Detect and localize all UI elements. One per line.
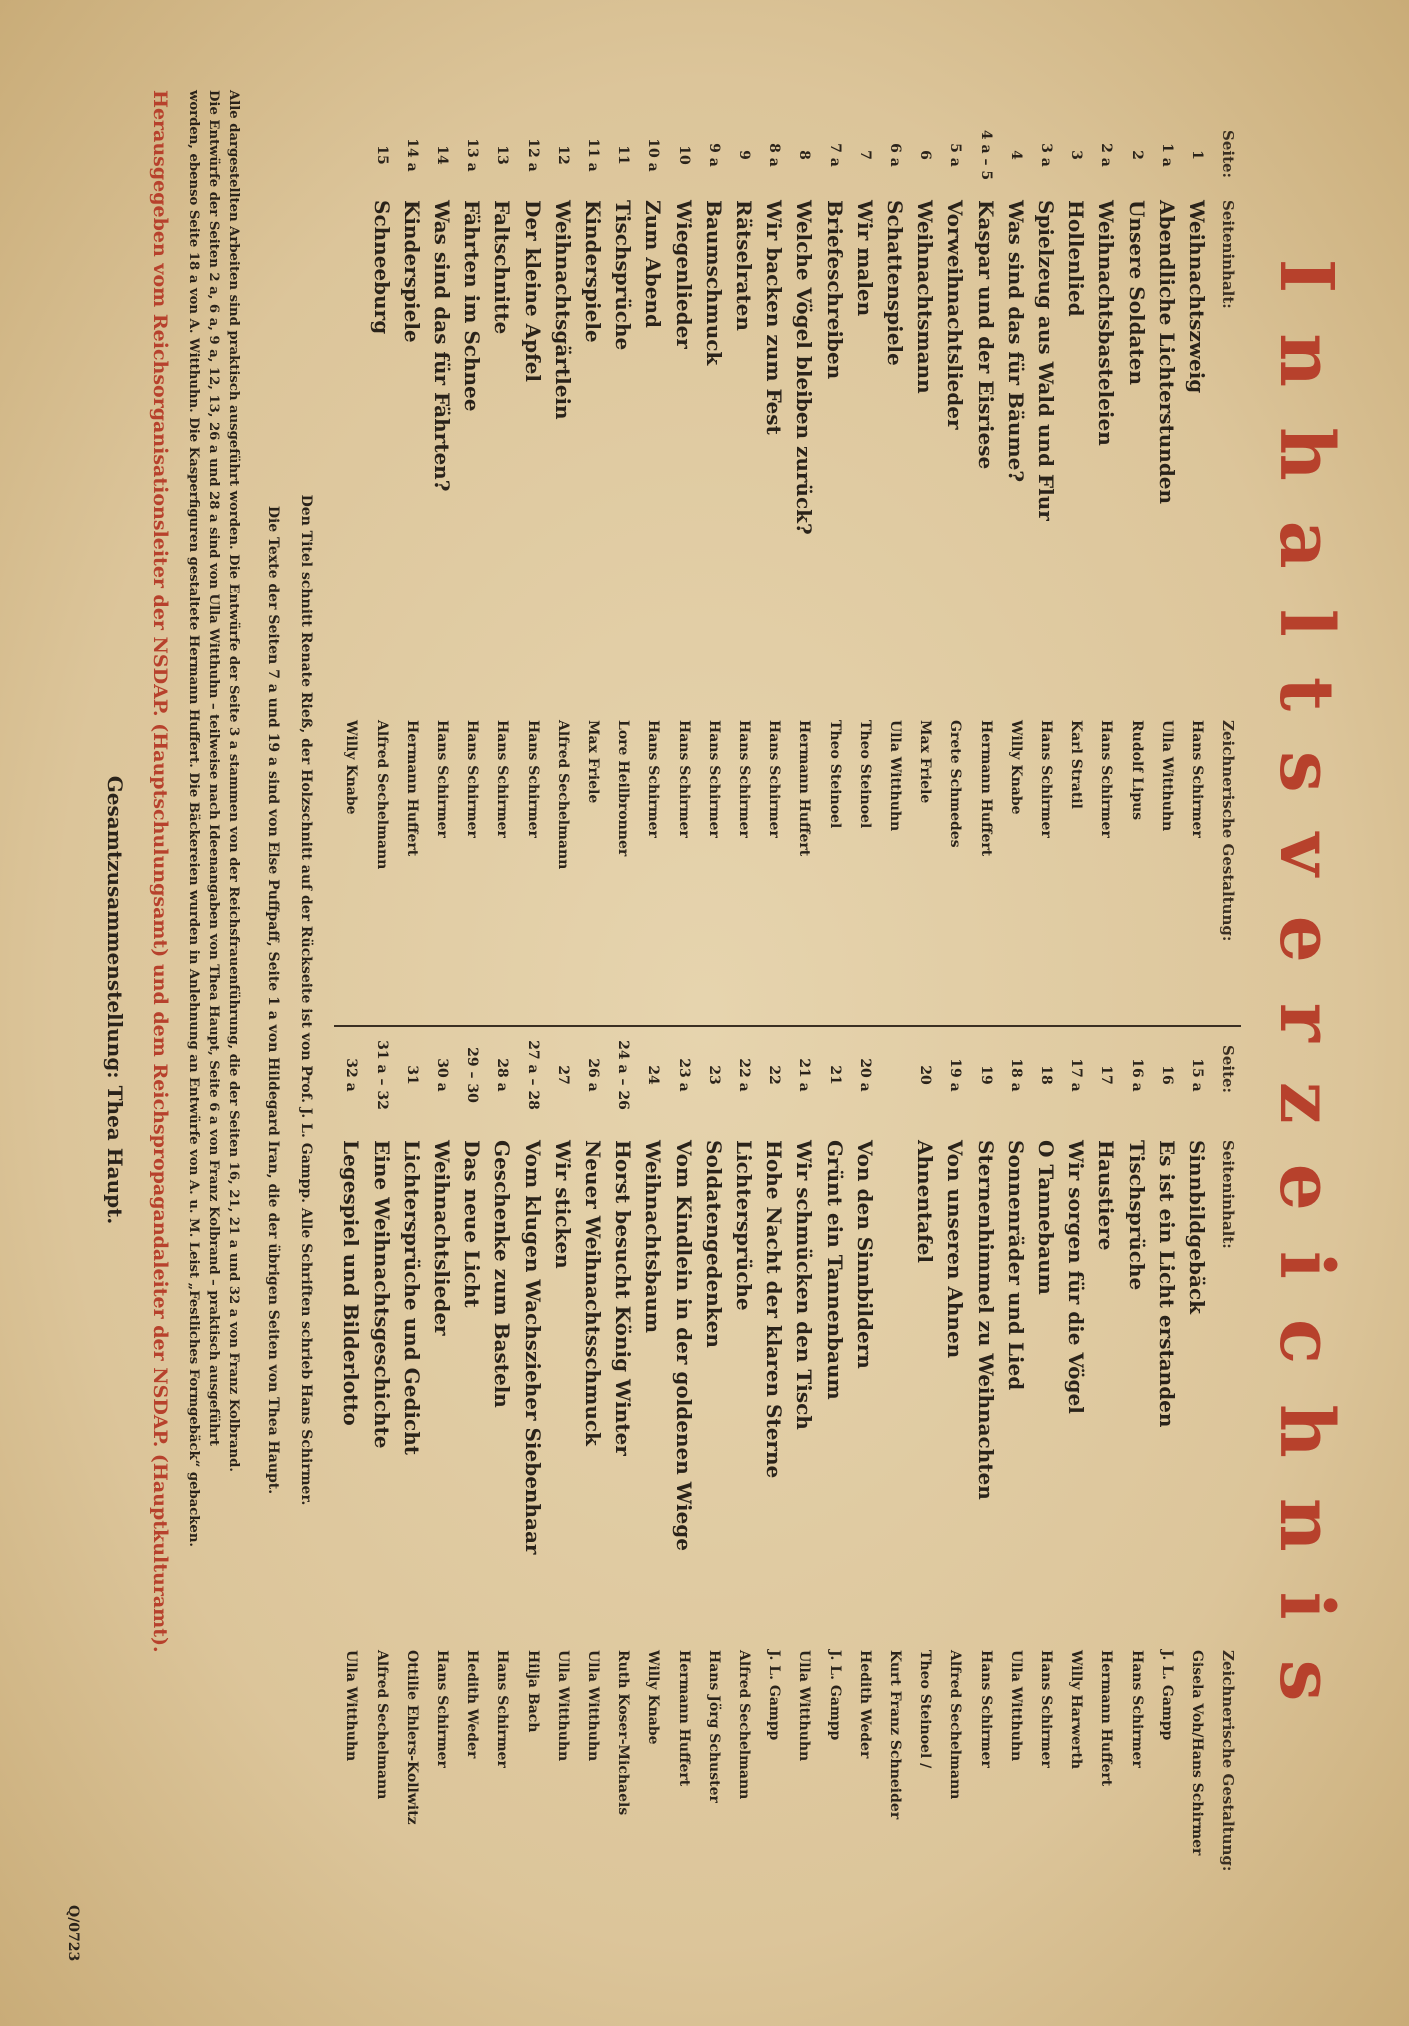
table-row-content: Das neue Licht — [460, 1140, 485, 1308]
table-row-artist: Hermann Huffert — [796, 720, 813, 857]
header-inhalt-left: Seiteninhalt: — [1219, 200, 1237, 309]
table-row-content: Weihnachtsmann — [913, 200, 938, 394]
table-row-page: 9 a — [705, 143, 722, 167]
credit-paragraph-2: Die Entwürfe der Seiten 2 a, 6 a, 9 a, 12, 13, 26 a und 28 a sind von Ulla Witthuhn – teilweise nach Ideenangaben von Thea Haupt, Seite 6 a von Franz Kolbrand – praktisch ausgeführt — [206, 90, 221, 1447]
table-row-artist: Hans Schirmer — [705, 720, 722, 838]
table-row-artist: Hans Schirmer — [464, 720, 481, 838]
table-row-content: Wir sorgen für die Vögel — [1064, 1140, 1089, 1414]
table-row-content: Wir schmücken den Tisch — [792, 1140, 817, 1430]
header-gestaltung-left: Zeichnerische Gestaltung: — [1219, 720, 1237, 942]
table-row-page: 13 — [494, 145, 511, 165]
table-row-content: Rätselraten — [732, 200, 756, 331]
table-row-content: Kinderspiele — [399, 200, 424, 343]
table-row-page: 3 a — [1038, 143, 1054, 167]
table-row-content: Hollenlied — [1064, 200, 1089, 317]
table-row-page: 32 a — [343, 1058, 360, 1092]
table-row-content: Vom klugen Wachszieher Siebenhaar — [520, 1140, 545, 1555]
table-row-page: 18 a — [1007, 1058, 1024, 1092]
table-row-page: 1 — [1189, 150, 1205, 160]
table-row-content: Sternenhimmel zu Weihnachten — [973, 1140, 998, 1500]
table-row-content: Fährten im Schnee — [460, 200, 485, 412]
table-row-artist: Hermann Huffert — [977, 720, 994, 857]
table-row-artist: Max Friele — [585, 720, 601, 804]
table-row-content: Was sind das für Bäume? — [1003, 200, 1028, 483]
table-row-artist: Ulla Witthuhn — [887, 720, 903, 832]
table-row-artist: Hans Schirmer — [434, 720, 450, 838]
table-row-artist: Alfred Sechelmann — [736, 1650, 752, 1800]
table-row-content: Vorweihnachtslieder — [943, 200, 968, 430]
table-row-artist: J. L. Gampp — [1158, 1650, 1175, 1741]
table-row-page: 7 a — [826, 143, 843, 167]
table-row-page: 2 a — [1098, 143, 1115, 167]
table-row-page: 21 — [826, 1065, 843, 1085]
table-row-artist: Willy Knabe — [645, 1650, 662, 1745]
table-row-page: 22 — [766, 1065, 783, 1085]
table-row-artist: Hans Schirmer — [736, 720, 752, 838]
table-row-artist: Ruth Koser-Michaels — [615, 1650, 632, 1816]
table-row-artist: Ulla Witthuhn — [554, 1650, 571, 1762]
table-row-artist: Ulla Witthuhn — [585, 1650, 601, 1762]
page-title: Inhaltsverzeichnis — [1263, 258, 1349, 1742]
table-row-artist: Lore Heilbronner — [615, 720, 632, 857]
table-row-page: 15 — [373, 145, 390, 165]
table-row-content: Weihnachtszweig — [1185, 200, 1209, 394]
table-row-content: Ahnentafel — [913, 1140, 938, 1263]
table-row-page: 4 a – 5 — [977, 129, 994, 181]
table-row-artist: Ulla Witthuhn — [796, 1650, 813, 1762]
table-row-content: Weihnachtsbasteleien — [1094, 200, 1119, 446]
header-seite-left: Seite: — [1219, 130, 1237, 179]
publisher-line: Herausgegeben vom Reichsorganisationsleiter der NSDAP. (Hauptschulungsamt) und dem Reichspropagandaleiter der NSDAP. (Hauptkulturamt). — [149, 90, 171, 1653]
table-row-page: 16 a — [1128, 1058, 1145, 1092]
table-row-page: 2 — [1128, 150, 1145, 160]
table-row-artist: Hans Schirmer — [1038, 1650, 1054, 1768]
table-row-content: Zum Abend — [641, 200, 666, 329]
table-row-content: Der kleine Apfel — [520, 200, 545, 383]
table-row-page: 12 a — [524, 138, 541, 172]
table-row-page: 24 a – 26 — [615, 1040, 632, 1110]
table-row-page: 30 a — [434, 1058, 450, 1092]
table-row-content: Haustiere — [1094, 1140, 1119, 1251]
table-row-artist: J. L. Gampp — [766, 1650, 783, 1741]
table-row-content: O Tannebaum — [1034, 1140, 1058, 1295]
table-row-artist: Hans Schirmer — [766, 720, 783, 838]
table-row-content: Schattenspiele — [883, 200, 907, 366]
table-row-page: 9 — [736, 150, 752, 160]
table-row-content: Tischsprüche — [1124, 1140, 1149, 1291]
table-row-content: Von den Sinnbildern — [852, 1140, 877, 1369]
table-row-content: Grünt ein Tannenbaum — [822, 1140, 847, 1400]
table-row-content: Tischsprüche — [611, 200, 636, 351]
table-row-page: 24 — [645, 1065, 662, 1085]
table-row-page: 10 — [675, 145, 692, 165]
header-gestaltung-right: Zeichnerische Gestaltung: — [1219, 1650, 1237, 1872]
table-row-content: Lichtersprüche und Gedicht — [399, 1140, 424, 1455]
table-row-page: 22 a — [736, 1058, 752, 1092]
table-row-page: 21 a — [796, 1058, 813, 1092]
table-row-page: 19 a — [947, 1058, 964, 1092]
table-row-artist: Willy Knabe — [343, 720, 360, 815]
table-row-artist: Hermann Huffert — [1098, 1650, 1115, 1787]
table-row-page: 17 a — [1068, 1058, 1085, 1092]
credit-paragraph-3: worden, ebenso Seite 18 a von A. Witthuhn. Die Kasperfiguren gestaltete Hermann Huffert. Die Bäckereien wurden in Anlehnung an Entwürfe von A. u. M. Leist „Festliches Formgebäck“ gebacken. — [186, 90, 201, 1547]
table-row-artist: Ulla Witthuhn — [1007, 1650, 1024, 1762]
table-row-artist: Willy Knabe — [1007, 720, 1024, 815]
table-row-content: Wiegenlieder — [671, 200, 696, 349]
table-row-content: Neuer Weihnachtsschmuck — [581, 1140, 605, 1446]
table-row-artist: Ottilie Ehlers-Kollwitz — [403, 1650, 420, 1825]
table-row-page: 11 — [615, 145, 632, 165]
table-row-content: Wir sticken — [550, 1140, 575, 1269]
table-row-content: Horst besucht König Winter — [611, 1140, 636, 1456]
table-row-artist: Hans Schirmer — [1189, 720, 1205, 838]
table-row-artist: Hedith Weder — [856, 1650, 873, 1759]
table-row-content: Kaspar und der Eisriese — [973, 200, 998, 470]
table-row-page: 14 — [434, 145, 450, 165]
table-row-page: 27 — [554, 1065, 571, 1085]
table-row-page: 8 a — [766, 143, 783, 167]
table-row-content: Lichtersprüche — [732, 1140, 756, 1311]
table-row-artist: Ulla Witthuhn — [1158, 720, 1175, 832]
table-row-artist: Grete Schmedes — [947, 720, 964, 848]
table-row-artist: Hans Schirmer — [494, 1650, 511, 1768]
table-row-artist: Willy Harwerth — [1068, 1650, 1085, 1770]
table-row-artist: Hans Schirmer — [675, 720, 692, 838]
table-row-artist: Ulla Witthuhn — [343, 1650, 360, 1762]
table-row-content: Hohe Nacht der klaren Sterne — [762, 1140, 787, 1479]
compiler-line: Gesamtzusammenstellung: Thea Haupt. — [103, 775, 127, 1225]
table-row-artist: Karl Stratil — [1068, 720, 1085, 809]
table-row-page: 11 a — [585, 138, 601, 172]
table-row-page: 1 a — [1158, 143, 1175, 167]
table-row-content: Briefeschreiben — [822, 200, 847, 380]
table-row-page: 31 a – 32 — [373, 1040, 390, 1110]
table-row-content: Weihnachtsbaum — [641, 1140, 666, 1334]
table-row-content: Weihnachtsgärtlein — [550, 200, 575, 420]
table-row-artist: Hans Schirmer — [524, 720, 541, 838]
table-row-artist: Hilja Bach — [524, 1650, 541, 1733]
table-row-content: Kinderspiele — [581, 200, 605, 343]
table-row-page: 20 — [917, 1065, 934, 1085]
table-row-artist: Hans Schirmer — [1038, 720, 1054, 838]
table-row-content: Wir malen — [852, 200, 877, 317]
table-row-page: 6 — [917, 150, 934, 160]
table-row-content: Abendliche Lichterstunden — [1154, 200, 1179, 505]
table-row-page: 26 a — [585, 1058, 601, 1092]
table-row-content: Von unseren Ahnen — [943, 1140, 968, 1359]
print-code: Q/0723 — [65, 1905, 81, 1962]
table-row-page: 31 — [403, 1065, 420, 1085]
table-row-artist: Theo Steinoel / — [917, 1650, 934, 1769]
table-row-artist: Kurt Franz Schneider — [887, 1650, 903, 1820]
table-row-content: Legespiel und Bilderlotto — [339, 1140, 364, 1426]
table-row-content: Spielzeug aus Wald und Flur — [1034, 200, 1058, 521]
table-row-artist: J. L. Gampp — [826, 1650, 843, 1741]
table-row-artist: Alfred Sechelmann — [554, 720, 571, 870]
table-row-content: Vom Kindlein in der goldenen Wiege — [671, 1140, 696, 1551]
table-row-content: Weihnachtslieder — [430, 1140, 454, 1336]
table-row-content: Es ist ein Licht erstanden — [1154, 1140, 1179, 1428]
table-row-artist: Theo Steinoel — [856, 720, 873, 829]
credit-paragraph-1: Alle dargestellten Arbeiten sind praktisch ausgeführt worden. Die Entwürfe der Seite 3 a stammen von der Reichsfrauenführung, die der Seiten 16, 21, 21 a und 32 a von Franz Kolbrand. — [226, 90, 241, 1472]
table-row-content: Welche Vögel bleiben zurück? — [792, 200, 817, 535]
table-row-content: Faltschnitte — [490, 200, 515, 335]
table-row-content: Geschenke zum Basteln — [490, 1140, 515, 1408]
credit-line-1: Den Titel schnitt Renate Rieß, der Holzschnitt auf der Rückseite ist von Prof. J. L. Gampp. Alle Schriften schrieb Hans Schirmer. — [298, 494, 314, 1506]
table-row-page: 23 a — [675, 1058, 692, 1092]
table-row-page: 17 — [1098, 1065, 1115, 1085]
table-row-content: Sonnenräder und Lied — [1003, 1140, 1028, 1391]
table-row-content: Wir backen zum Fest — [762, 200, 787, 435]
table-row-content: Unsere Soldaten — [1124, 200, 1149, 386]
table-row-artist: Hedith Weder — [464, 1650, 481, 1759]
table-row-page: 27 a – 28 — [524, 1040, 541, 1110]
credit-line-2: Die Texte der Seiten 7 a und 19 a sind von Else Puffpaff, Seite 1 a von Hildegard Iran, die der übrigen Seiten von Thea Haupt. — [265, 505, 281, 1495]
table-row-page: 14 a — [403, 138, 420, 172]
table-row-page: 13 a — [464, 138, 481, 172]
table-row-artist: Rudolf Lipus — [1128, 720, 1145, 821]
table-row-artist: Hans Jörg Schuster — [705, 1650, 722, 1803]
table-row-page: 6 a — [887, 143, 903, 167]
table-row-page: 16 — [1158, 1065, 1175, 1085]
table-row-page: 3 — [1068, 150, 1085, 160]
table-row-page: 5 a — [947, 143, 964, 167]
table-row-page: 10 a — [645, 138, 662, 172]
table-row-artist: Hans Schirmer — [645, 720, 662, 838]
table-row-page: 8 — [796, 150, 813, 160]
table-row-content: Soldatengedenken — [701, 1140, 726, 1348]
table-row-artist: Theo Steinoel — [826, 720, 843, 829]
table-row-artist: Max Friele — [917, 720, 934, 804]
table-row-page: 12 — [554, 145, 571, 165]
table-row-page: 7 — [856, 150, 873, 160]
table-row-artist: Hans Schirmer — [1128, 1650, 1145, 1768]
table-row-artist: Alfred Sechelmann — [373, 720, 390, 870]
table-row-page: 4 — [1007, 150, 1024, 160]
table-row-artist: Hermann Huffert — [403, 720, 420, 857]
table-row-artist: Hans Schirmer — [977, 1650, 994, 1768]
table-row-page: 18 — [1038, 1065, 1054, 1085]
table-row-artist: Hans Schirmer — [1098, 720, 1115, 838]
table-row-content: Sinnbildgebäck — [1185, 1140, 1209, 1314]
table-row-artist: Gisela Voh/Hans Schirmer — [1189, 1650, 1205, 1856]
table-row-content: Schneeburg — [369, 200, 394, 335]
table-row-artist: Hans Schirmer — [494, 720, 511, 838]
table-row-page: 28 a — [494, 1058, 511, 1092]
table-row-artist: Alfred Sechelmann — [373, 1650, 390, 1800]
table-row-content: Eine Weihnachtsgeschichte — [369, 1140, 394, 1449]
table-row-page: 29 – 30 — [464, 1047, 481, 1103]
table-row-content: Baumschmuck — [701, 200, 726, 366]
header-inhalt-right: Seiteninhalt: — [1219, 1140, 1237, 1249]
table-row-page: 15 a — [1189, 1058, 1205, 1092]
table-row-content: Was sind das für Fährten? — [430, 200, 454, 492]
table-row-artist: Alfred Sechelmann — [947, 1650, 964, 1800]
table-row-artist: Hermann Huffert — [675, 1650, 692, 1787]
table-row-page: 20 a — [856, 1058, 873, 1092]
table-row-page: 19 — [977, 1065, 994, 1085]
column-divider — [334, 1025, 1241, 1027]
table-row-artist: Hans Schirmer — [434, 1650, 450, 1768]
header-seite-right: Seite: — [1219, 1045, 1237, 1094]
table-row-page: 23 — [705, 1065, 722, 1085]
